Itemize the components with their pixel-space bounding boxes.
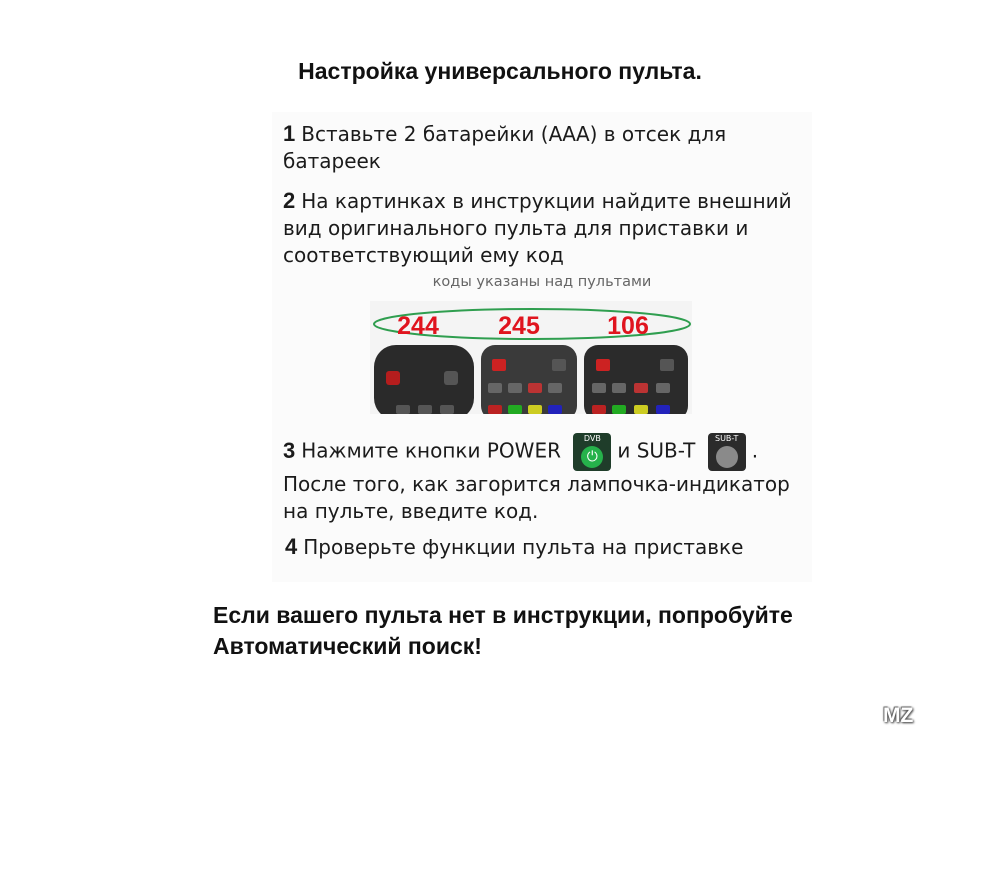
auto-search-hint-line-2: Автоматический поиск! — [213, 633, 482, 659]
step-3-text-before: Нажмите кнопки POWER — [301, 438, 561, 463]
step-4-text: Проверьте функции пульта на приставке — [303, 535, 744, 559]
sub-t-button-icon: SUB-T — [708, 433, 746, 471]
step-2-number: 2 — [283, 188, 296, 213]
step-4-number: 4 — [285, 534, 298, 559]
code-2: 245 — [498, 312, 540, 340]
power-dvb-button-icon: DVB ⏻ — [573, 433, 611, 471]
step-2-text: На картинках в инструкции найдите внешний вид оригинального пульта для приставки и соответствующий ему код — [283, 189, 792, 267]
step-4 — [285, 533, 805, 561]
step-2 — [283, 187, 803, 269]
page-title: Настройка универсального пульта. — [298, 58, 702, 84]
step-3-text-middle: и SUB-T — [617, 438, 696, 463]
remote-3-image — [584, 345, 688, 414]
code-3: 106 — [607, 312, 649, 340]
step-1-number: 1 — [283, 121, 296, 146]
codes-note: коды указаны над пультами — [432, 274, 652, 290]
auto-search-hint-line-1: Если вашего пульта нет в инструкции, попробуйте — [213, 602, 793, 628]
code-1: 244 — [397, 312, 439, 340]
watermark-logo: MZ — [883, 704, 914, 727]
step-3-number: 3 — [283, 437, 296, 463]
step-1-text: Вставьте 2 батарейки (ААА) в отсек для батареек — [283, 122, 727, 173]
step-1 — [283, 120, 803, 175]
step-3-text-after: . — [751, 438, 759, 463]
remote-1-image — [374, 345, 474, 414]
remote-pictures — [370, 301, 692, 414]
step-3-text-rest: После того, как загорится лампочка-индикатор на пульте, введите код. — [283, 472, 790, 523]
power-icon: ⏻ — [586, 449, 598, 465]
auto-search-hint — [213, 600, 913, 662]
step-3 — [283, 433, 813, 525]
remote-2-image — [481, 345, 577, 414]
